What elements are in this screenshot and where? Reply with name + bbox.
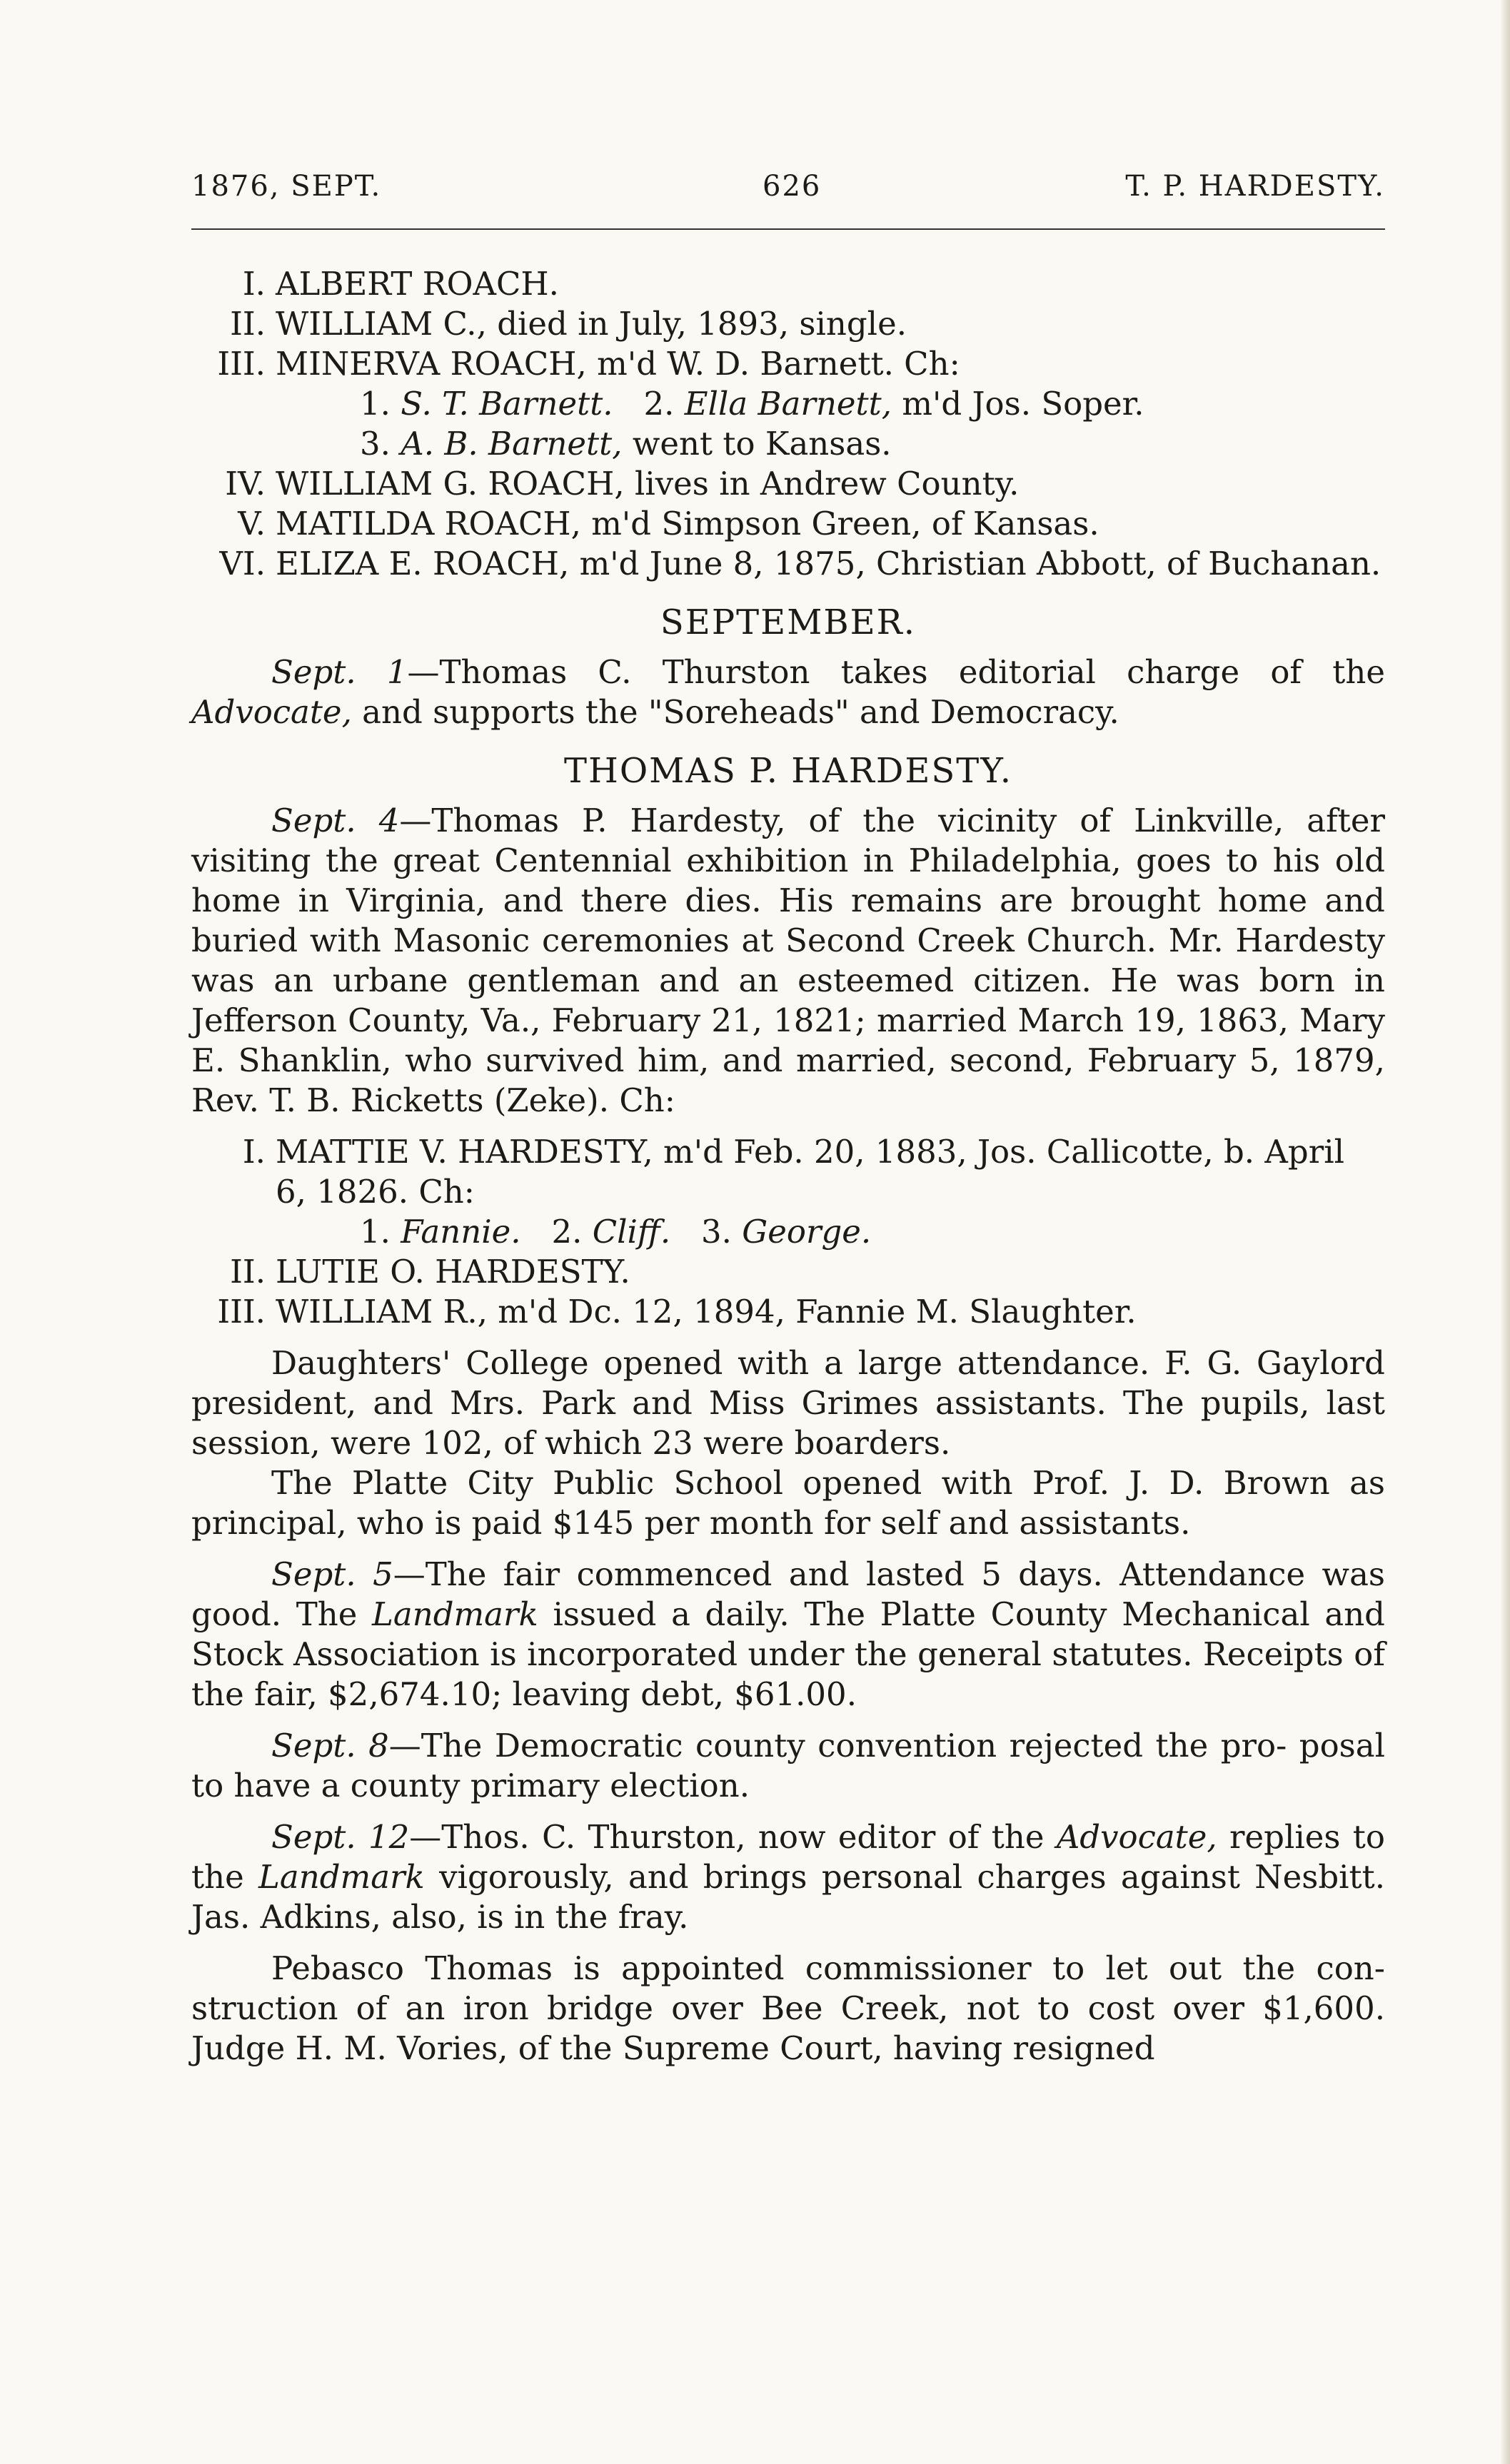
month-heading: SEPTEMBER.: [660, 602, 917, 642]
entry-text: ELIZA E. ROACH, m'd June 8, 1875, Christian Abbott, of Buchanan.: [276, 545, 1381, 582]
entry-date: Sept. 4: [271, 802, 400, 839]
genealogy-entry: [191, 1252, 1385, 1292]
entry-sept-1: [191, 652, 1385, 732]
entry-sept-12: [191, 1817, 1385, 1937]
newspaper-name: Landmark: [258, 1858, 425, 1896]
genealogy-entry: [191, 264, 1385, 304]
entry-numeral: III.: [217, 1293, 266, 1331]
entry-text: replies to the: [191, 1818, 1385, 1896]
entry-text: —The fair commenced and lasted 5 days. Attendance was good. The: [191, 1555, 1385, 1633]
child-number: 2.: [551, 1213, 583, 1251]
entry-text: MATILDA ROACH, m'd Simpson Green, of Kansas.: [276, 505, 1099, 542]
entry-numeral: II.: [230, 1253, 266, 1291]
entry-text: vigorously, and brings personal charges against Nesbitt. Jas. Adkins, also, is in the fray.: [191, 1858, 1385, 1936]
entry-text: —Thos. C. Thurston, now editor of the: [409, 1818, 1057, 1856]
genealogy-entry: [191, 464, 1385, 504]
paragraph-bridge: Pebasco Thomas is appointed commissioner to let out the con- struction of an iron bridge over Bee Creek, not to cost over $1,600. Judge H. M. Vories, of the Supreme Court, having resigned: [191, 1949, 1385, 2067]
paragraph-school: The Platte City Public School opened with Prof. J. D. Brown as principal, who is paid $145 per month for self and assistants.: [191, 1464, 1385, 1542]
child-name: Cliff.: [592, 1213, 671, 1251]
entry-numeral: V.: [238, 505, 266, 542]
grandchildren-line: [191, 1212, 1385, 1252]
entry-sept-4: [191, 801, 1385, 1121]
entry-text: —The Democratic county convention rejected the pro- posal to have a county primary election.: [191, 1727, 1385, 1804]
entry-text: ALBERT ROACH.: [276, 265, 559, 303]
header-title: T. P. HARDESTY.: [1125, 170, 1385, 203]
child-detail: m'd Jos. Soper.: [902, 385, 1144, 423]
entry-sept-5: [191, 1555, 1385, 1715]
entry-text: WILLIAM G. ROACH, lives in Andrew County.: [276, 465, 1020, 503]
paragraph-college: Daughters' College opened with a large attendance. F. G. Gaylord president, and Mrs. Park and Miss Grimes assistants. The pupils, last session, were 102, of which 23 were boarders.: [191, 1344, 1385, 1462]
page-number: 626: [762, 170, 822, 203]
genealogy-entry: [191, 304, 1385, 344]
genealogy-entry: [191, 1132, 1385, 1212]
entry-text: MATTIE V. HARDESTY, m'd Feb. 20, 1883, Jos. Callicotte, b. April 6, 1826. Ch:: [276, 1133, 1344, 1211]
child-name: Fannie.: [401, 1213, 521, 1251]
entry-text: —Thomas P. Hardesty, of the vicinity of Linkville, after visiting the great Centennial exhibition in Philadelphia, goes to his old home in Virginia, and there dies. His remains are brought home and buried with Masonic ceremonies at Second Creek Church. Mr. Hardesty was an urbane gentleman and an esteemed citizen. He was born in Jefferson County, Va., February 21, 1821; married March 19, 1863, Mary E. Shanklin, who survived him, and married, second, February 5, 1879, Rev. T. B. Ricketts (Zeke). Ch:: [191, 802, 1385, 1119]
entry-text: issued a daily. The Platte County Mechanical and Stock Association is incorporated under the general statutes. Receipts of the fair, $2,674.10; leaving debt, $61.00.: [191, 1595, 1385, 1713]
entry-text: —Thomas C. Thurston takes editorial charge of the: [407, 653, 1385, 691]
grandchildren-line: [191, 384, 1385, 424]
header-date: 1876, SEPT.: [191, 170, 382, 203]
child-name: S. T. Barnett.: [401, 385, 613, 423]
newspaper-name: Advocate,: [1056, 1818, 1217, 1856]
newspaper-name: Advocate,: [191, 693, 352, 731]
child-number: 1.: [360, 1213, 391, 1251]
child-detail: went to Kansas.: [632, 425, 892, 463]
genealogy-entry: [191, 504, 1385, 544]
entry-numeral: IV.: [225, 465, 266, 503]
entry-sept-8: [191, 1726, 1385, 1806]
child-name: Ella Barnett,: [684, 385, 892, 423]
child-name: George.: [742, 1213, 872, 1251]
newspaper-name: Landmark: [372, 1595, 538, 1633]
entry-date: Sept. 5: [271, 1555, 393, 1593]
child-number: 1.: [360, 385, 391, 423]
entry-date: Sept. 1: [271, 653, 408, 691]
entry-text: WILLIAM C., died in July, 1893, single.: [276, 305, 907, 343]
section-heading: THOMAS P. HARDESTY.: [563, 751, 1013, 791]
entry-date: Sept. 8: [271, 1727, 389, 1764]
child-name: A. B. Barnett,: [401, 425, 623, 463]
child-number: 3.: [701, 1213, 732, 1251]
grandchildren-line: [191, 424, 1385, 464]
running-header: [191, 170, 1385, 213]
entry-numeral: III.: [217, 345, 266, 383]
child-number: 2.: [643, 385, 675, 423]
page-edge: [1500, 0, 1510, 2464]
genealogy-entry: [191, 544, 1385, 584]
entry-date: Sept. 12: [271, 1818, 410, 1856]
genealogy-entry: [191, 1292, 1385, 1332]
child-number: 3.: [360, 425, 391, 463]
entry-numeral: II.: [230, 305, 266, 343]
entry-numeral: I.: [242, 265, 266, 303]
page-body: [191, 264, 1385, 2069]
entry-text: WILLIAM R., m'd Dc. 12, 1894, Fannie M. Slaughter.: [276, 1293, 1137, 1331]
entry-numeral: VI.: [219, 545, 266, 582]
header-rule: [191, 228, 1385, 230]
entry-numeral: I.: [242, 1133, 266, 1171]
entry-text: and supports the "Soreheads" and Democracy.: [351, 693, 1119, 731]
entry-text: LUTIE O. HARDESTY.: [276, 1253, 630, 1291]
entry-text: MINERVA ROACH, m'd W. D. Barnett. Ch:: [276, 345, 960, 383]
genealogy-entry: [191, 344, 1385, 384]
